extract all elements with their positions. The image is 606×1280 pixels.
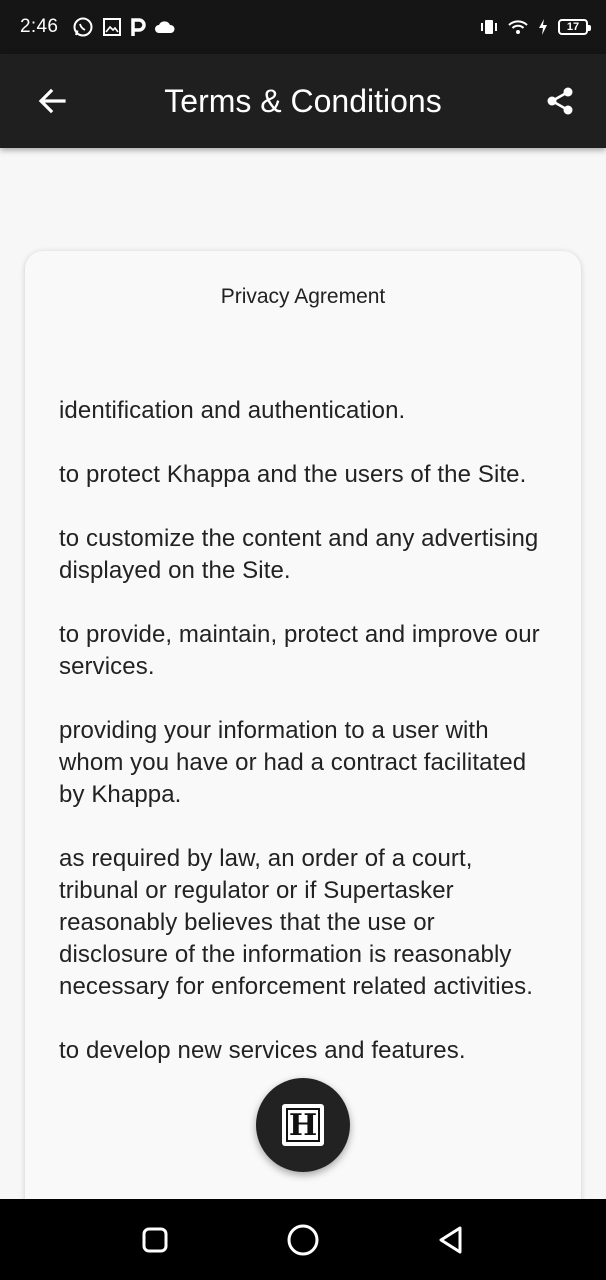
term-paragraph: to customize the content and any advertising displayed on the Site. <box>59 525 539 584</box>
whatsapp-icon <box>72 16 94 38</box>
wifi-icon <box>508 19 528 35</box>
back-button[interactable] <box>30 79 74 123</box>
term-paragraph: to provide, maintain, protect and improve our services. <box>59 621 540 680</box>
cloud-icon <box>154 19 176 35</box>
term-paragraph: to protect Khappa and the users of the Site. <box>59 461 527 488</box>
floating-action-button[interactable] <box>256 1078 350 1172</box>
battery-icon: 17 <box>558 19 588 35</box>
term-paragraph: as required by law, an order of a court, tribunal or regulator or if Supertasker reasonably believes that the use or disclosure of the information is reasonably necessary for enforcement related activities. <box>59 845 534 1000</box>
term-paragraph: providing your information to a user with whom you have or had a contract facilitated by Khappa. <box>59 717 527 808</box>
page-title: Terms & Conditions <box>164 82 442 119</box>
status-bar <box>0 0 606 54</box>
image-icon <box>102 17 122 37</box>
term-paragraph: identification and authentication. <box>59 397 406 424</box>
h-logo-icon: H <box>282 1104 324 1146</box>
status-left <box>20 16 176 38</box>
term-paragraph: to develop new services and features. <box>59 1037 466 1064</box>
status-right <box>480 18 588 36</box>
system-nav-bar <box>0 1199 606 1280</box>
recents-icon <box>141 1226 169 1254</box>
recents-button[interactable] <box>81 1199 229 1280</box>
share-icon <box>545 86 575 116</box>
card-heading: Privacy Agrement <box>220 285 386 308</box>
system-back-button[interactable] <box>377 1199 525 1280</box>
home-button[interactable] <box>229 1199 377 1280</box>
p-icon <box>130 17 146 37</box>
app-bar <box>0 54 606 148</box>
terms-list <box>59 395 547 1067</box>
share-button[interactable] <box>538 79 582 123</box>
arrow-left-icon <box>36 85 68 117</box>
status-time: 2:46 <box>20 16 59 37</box>
home-icon <box>286 1223 320 1257</box>
vibrate-icon <box>480 18 498 36</box>
charging-icon <box>538 19 548 35</box>
back-icon <box>436 1225 466 1255</box>
